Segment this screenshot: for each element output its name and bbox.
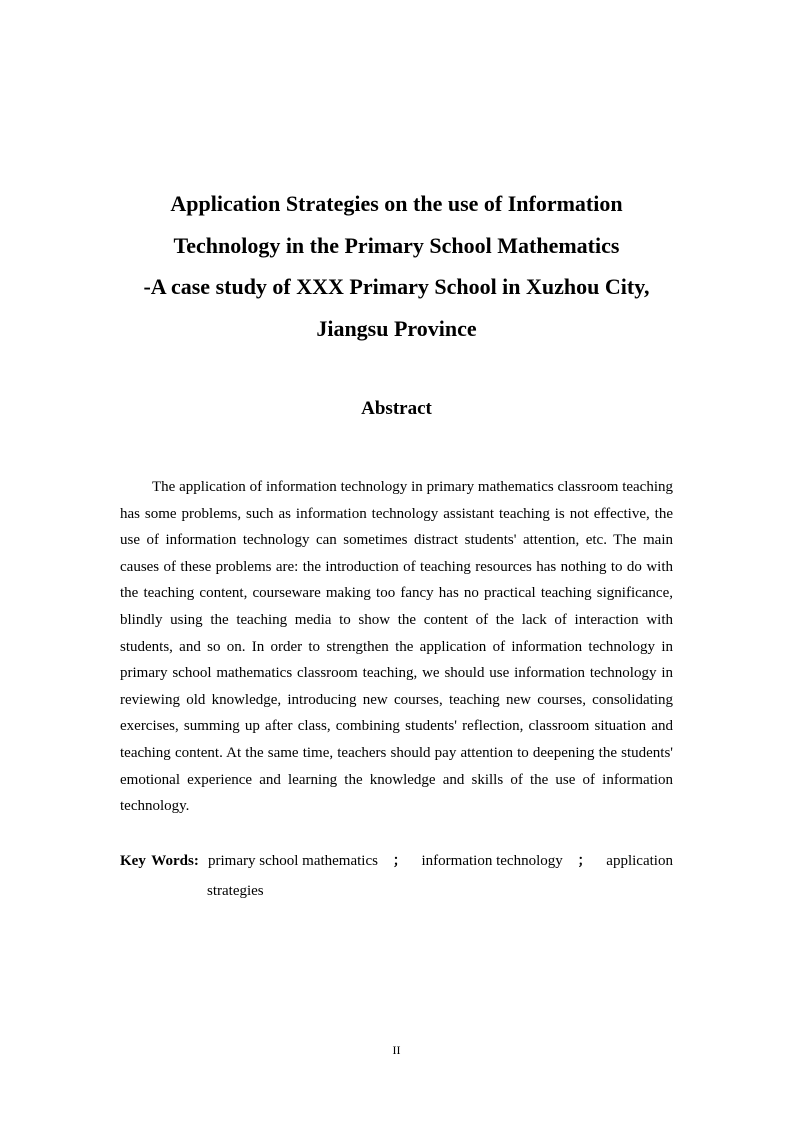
keyword-1: primary school mathematics — [208, 853, 378, 869]
paper-title — [100, 183, 693, 349]
keyword-2: information technology — [421, 853, 563, 869]
keywords-first-line — [120, 846, 673, 876]
page-number: II — [392, 1043, 401, 1057]
title-line-3: -A case study of XXX Primary School in Xuzhou City, — [143, 274, 650, 299]
keywords-items — [208, 846, 673, 876]
abstract-heading: Abstract — [361, 398, 432, 419]
title-line-1: Application Strategies on the use of Information — [170, 191, 623, 216]
keyword-separator: ； — [577, 853, 592, 869]
keyword-4: strategies — [207, 883, 264, 899]
keyword-separator: ； — [392, 853, 407, 869]
title-line-4: Jiangsu Province — [316, 315, 477, 341]
keywords-label: Key Words: — [120, 853, 199, 869]
keywords-section — [120, 846, 673, 906]
keyword-3: application — [606, 853, 673, 869]
keywords-second-line — [120, 876, 673, 906]
title-line-2: Technology in the Primary School Mathematics — [173, 232, 620, 258]
abstract-body: The application of information technology in primary mathematics classroom teaching has some problems, such as information technology assistant teaching is not effective, the use of information technology can sometimes distract students' attention, etc. The main causes of these problems are: the introduction of teaching resources has nothing to do with the teaching content, courseware making too fancy has no practical teaching significance, blindly using the teaching media to show the content of the lack of interaction with students, and so on. In order to strengthen the application of information technology in primary school mathematics classroom teaching, we should use information technology in reviewing old knowledge, introducing new courses, teaching new courses, consolidating exercises, summing up after class, combining students' reflection, classroom situation and teaching content. At the same time, teachers should pay attention to deepening the students' emotional experience and learning the knowledge and skills of the use of information technology. — [120, 479, 673, 815]
